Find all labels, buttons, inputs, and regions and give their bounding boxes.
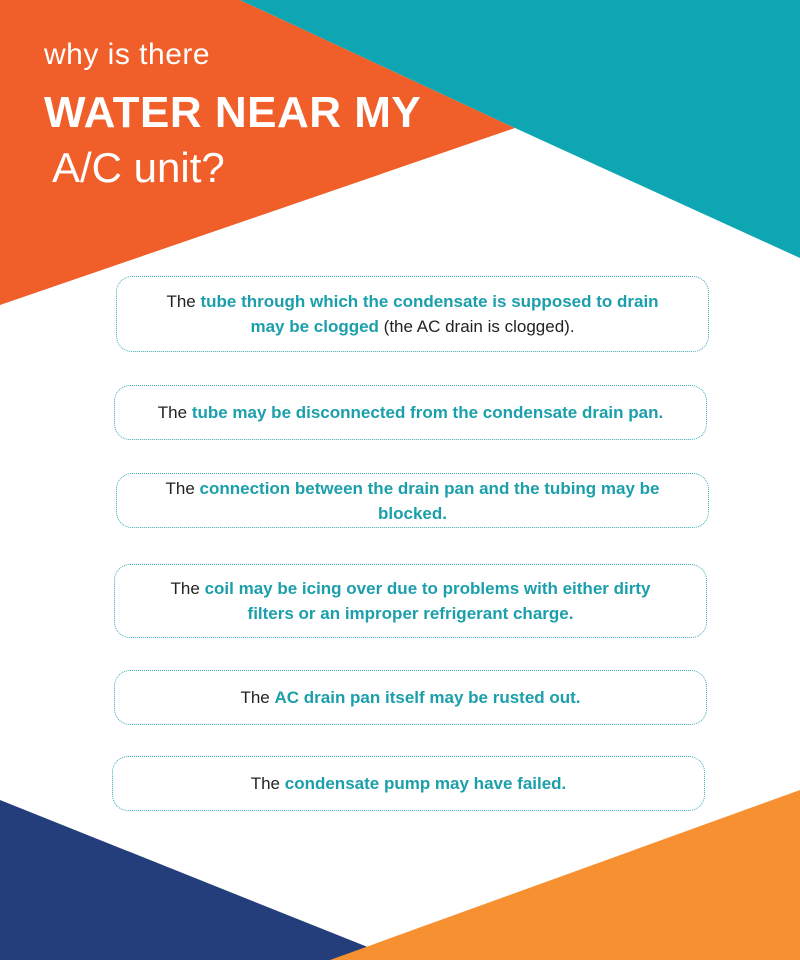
- reason-highlight: tube may be disconnected from the condensate drain pan.: [191, 403, 664, 422]
- reason-text: [161, 576, 661, 626]
- reason-text: [158, 289, 668, 339]
- headline-line-1: why is there: [44, 38, 211, 71]
- reason-text: [240, 685, 580, 710]
- light-orange-triangle: [330, 790, 800, 960]
- reason-prefix: The: [250, 774, 285, 793]
- headline-line-2: WATER NEAR MY: [44, 88, 422, 137]
- reason-prefix: The: [240, 688, 275, 707]
- reason-card-6: [112, 756, 705, 811]
- navy-triangle: [0, 800, 400, 960]
- reason-text: [158, 400, 663, 425]
- reason-highlight: condensate pump may have failed.: [284, 774, 567, 793]
- reason-highlight: coil may be icing over due to problems with either dirty filters or an improper refrigerant charge.: [204, 579, 651, 623]
- reason-card-4: [114, 564, 707, 638]
- reason-suffix: (the AC drain is clogged).: [378, 317, 575, 336]
- reason-prefix: The: [157, 403, 192, 422]
- reason-prefix: The: [170, 579, 205, 598]
- headline-line-3: A/C unit?: [52, 144, 225, 191]
- reason-card-2: [114, 385, 707, 440]
- reason-highlight: AC drain pan itself may be rusted out.: [274, 688, 581, 707]
- reason-card-5: [114, 670, 707, 725]
- reason-highlight: tube through which the condensate is supposed to drain may be clogged: [200, 292, 659, 336]
- reason-text: [135, 476, 690, 526]
- reason-text: [251, 771, 567, 796]
- reason-card-1: [116, 276, 709, 352]
- reason-prefix: The: [165, 478, 200, 498]
- reason-highlight: connection between the drain pan and the tubing may be blocked.: [199, 478, 660, 523]
- reason-card-3: [116, 473, 709, 528]
- reason-prefix: The: [166, 292, 201, 311]
